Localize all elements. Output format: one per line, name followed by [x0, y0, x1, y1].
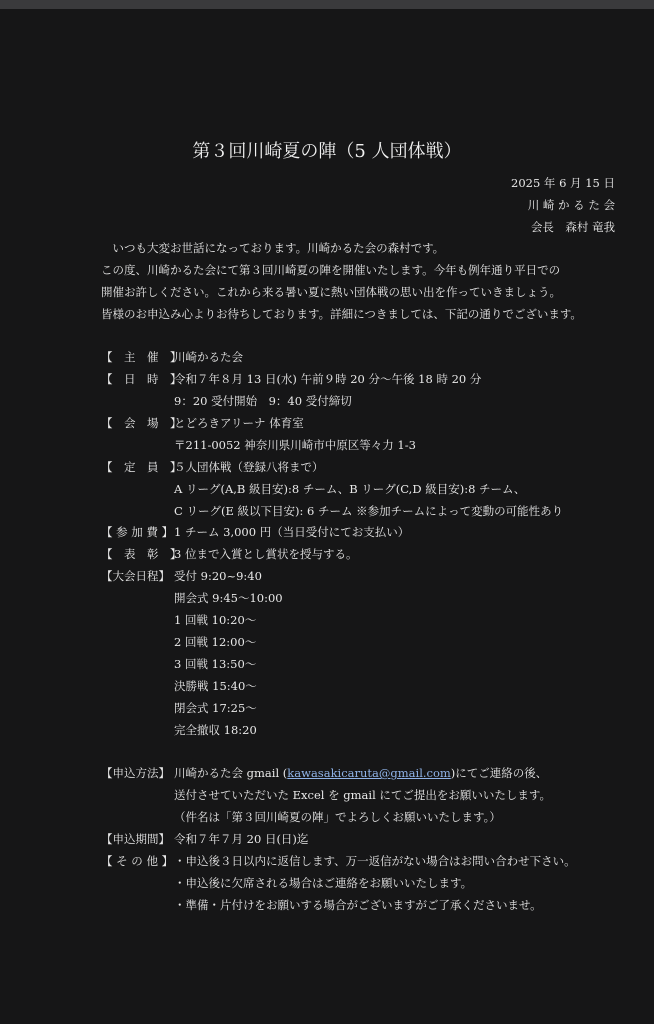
schedule-item: 1 回戦 10:20～ — [174, 613, 257, 627]
deadline-label: 【申込期間】 — [101, 832, 170, 846]
document-title: 第３回川崎夏の陣（5 人団体戦） — [192, 141, 462, 162]
award-value: 3 位まで入賞とし賞状を授与する。 — [174, 547, 358, 561]
schedule-item: 閉会式 17:25～ — [174, 701, 257, 715]
intro-line: この度、川崎かるた会にて第３回川崎夏の陣を開催いたします。今年も例年通り平日での — [101, 263, 561, 277]
schedule-item: 開会式 9:45～10:00 — [174, 591, 283, 605]
email-link[interactable]: kawasakicaruta@gmail.com — [287, 766, 451, 780]
schedule-item: 決勝戦 15:40～ — [174, 679, 257, 693]
datetime-value: 令和７年８月 13 日(水) 午前９時 20 分～午後 18 時 20 分 — [174, 372, 482, 386]
apply-line — [174, 765, 547, 781]
capacity-label: 【 定 員 】 — [101, 460, 182, 474]
intro-line: 開催お許しください。これから来る暑い夏に熱い団体戦の思い出を作っていきましょう。 — [101, 285, 561, 299]
deadline-value: 令和７年７月 20 日(日)迄 — [174, 832, 309, 846]
host-label: 【 主 催 】 — [101, 350, 182, 364]
capacity-line: A リーグ(A,B 級目安):8 チーム、B リーグ(C,D 級目安):8 チーム、 — [174, 482, 526, 496]
other-item: ・申込後に欠席される場合はご連絡をお願いいたします。 — [174, 876, 473, 890]
capacity-line: ５人団体戦（登録八将まで） — [174, 460, 324, 474]
apply-line: 送付させていただいた Excel を gmail にてご提出をお願いいたします。 — [174, 788, 551, 802]
schedule-item: 完全撤収 18:20 — [174, 723, 257, 737]
window-top-bar — [0, 0, 654, 9]
award-label: 【 表 彰 】 — [101, 547, 182, 561]
apply-prefix: 川崎かるた会 gmail ( — [174, 766, 288, 780]
schedule-label: 【大会日程】 — [101, 569, 170, 583]
apply-suffix: )にてご連絡の後、 — [450, 766, 548, 780]
datetime-reception: 9：20 受付開始 9：40 受付締切 — [174, 394, 352, 408]
signature: 会長 森村 竜我 — [530, 220, 615, 234]
document-page — [0, 9, 654, 1024]
host-value: 川崎かるた会 — [174, 350, 243, 364]
other-label: 【 そ の 他 】 — [101, 854, 174, 868]
apply-label: 【申込方法】 — [101, 766, 170, 780]
fee-label: 【 参 加 費 】 — [101, 525, 174, 539]
datetime-label: 【 日 時 】 — [101, 372, 182, 386]
venue-name: とどろきアリーナ 体育室 — [174, 416, 304, 430]
intro-line: いつも大変お世話になっております。川崎かるた会の森村です。 — [101, 241, 445, 255]
schedule-item: 3 回戦 13:50～ — [174, 657, 257, 671]
schedule-item: 2 回戦 12:00～ — [174, 635, 257, 649]
venue-address: 〒211-0052 神奈川県川崎市中原区等々力 1-3 — [174, 438, 416, 452]
schedule-item: 受付 9:20~9:40 — [174, 569, 262, 583]
capacity-line: C リーグ(E 級以下目安): 6 チーム ※参加チームによって変動の可能性あり — [174, 504, 564, 518]
intro-line: 皆様のお申込み心よりお待ちしております。詳細につきましては、下記の通りでございます。 — [101, 307, 582, 321]
other-item: ・準備・片付けをお願いする場合がございますがご了承くださいませ。 — [174, 898, 542, 912]
venue-label: 【 会 場 】 — [101, 416, 182, 430]
apply-line: （件名は「第３回川崎夏の陣」でよろしくお願いいたします。） — [174, 810, 501, 824]
other-item: ・申込後３日以内に返信します、万一返信がない場合はお問い合わせ下さい。 — [174, 854, 576, 868]
fee-value: 1 チーム 3,000 円（当日受付にてお支払い） — [174, 525, 410, 539]
organization-name: 川 崎 か る た 会 — [527, 198, 615, 212]
document-date: 2025 年 6 月 15 日 — [511, 176, 615, 190]
